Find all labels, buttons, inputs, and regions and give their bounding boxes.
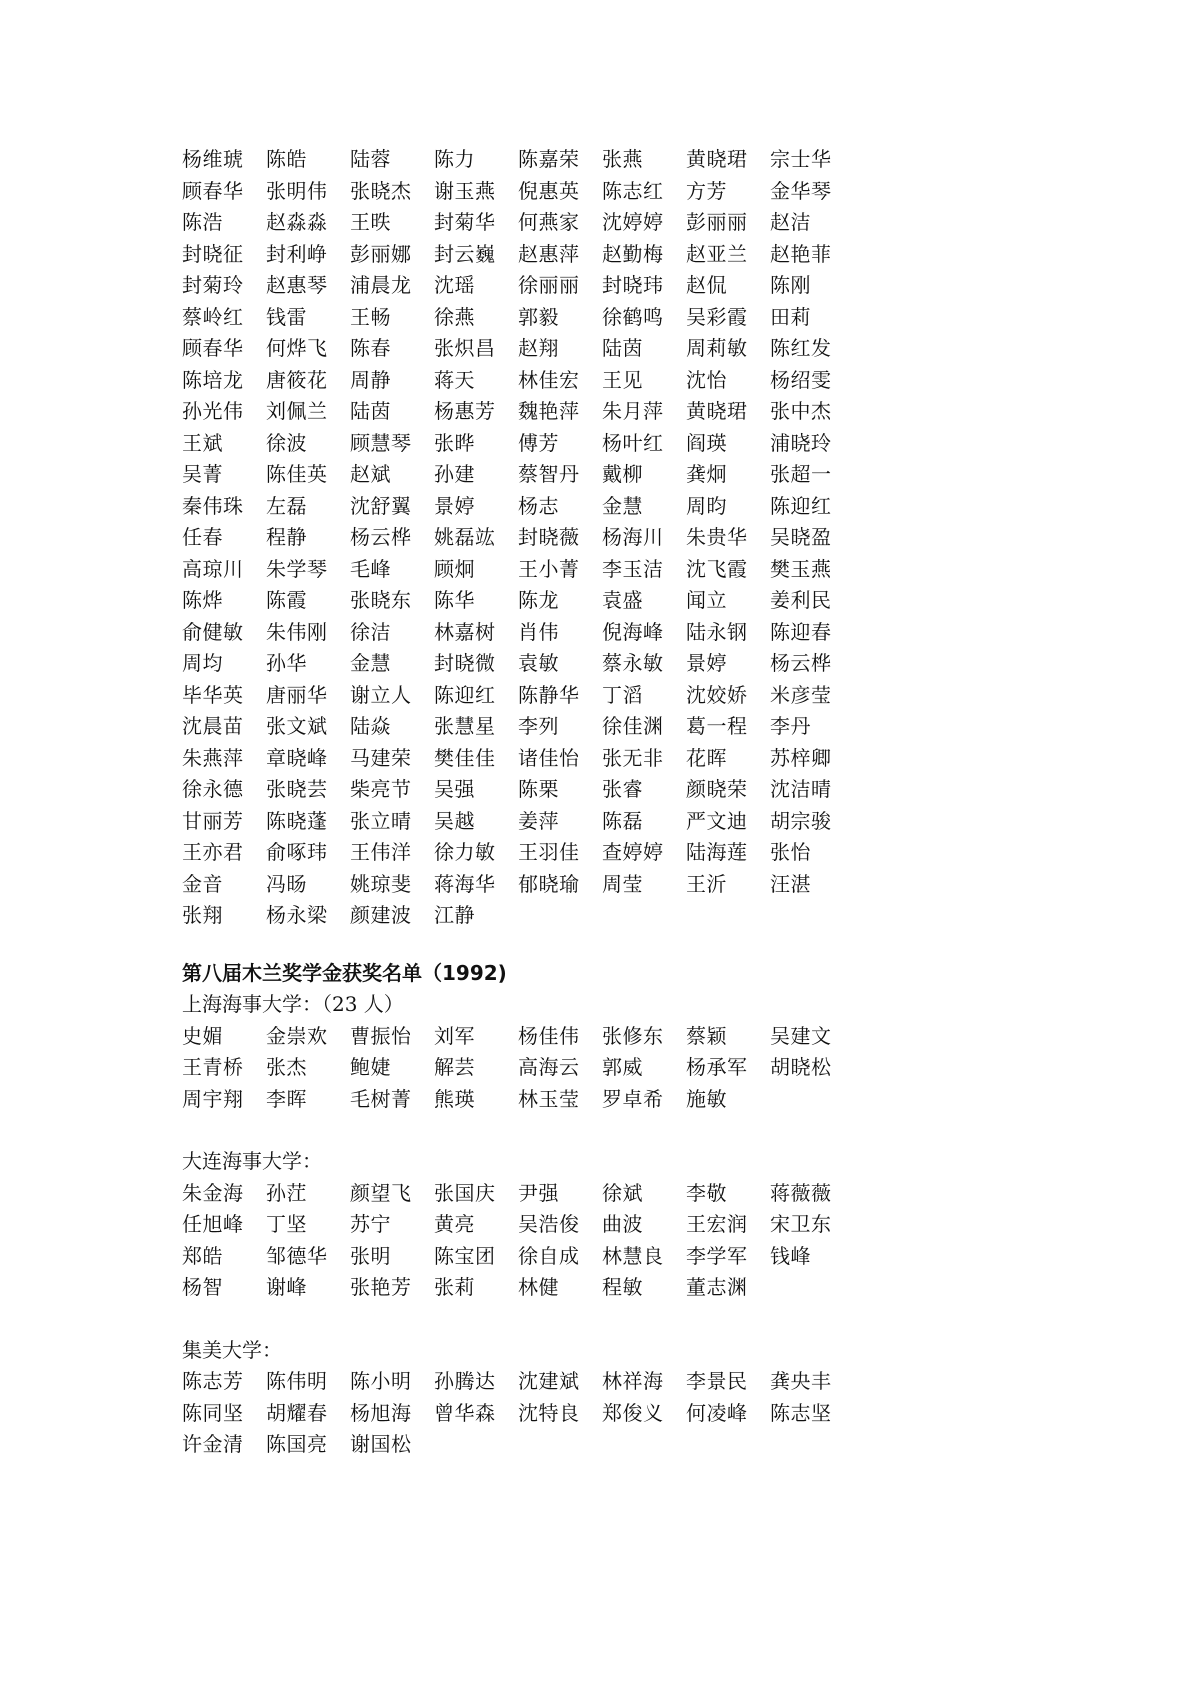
name-entry: 朱燕萍 — [182, 745, 244, 770]
name-entry: 沈婷婷 — [602, 210, 664, 234]
name-entry: 封云巍 — [434, 241, 496, 266]
name-entry: 陈迎春 — [770, 619, 832, 644]
name-entry: 张晓东 — [350, 588, 412, 612]
name-entry: 任旭峰 — [182, 1212, 244, 1236]
name-entry: 冯旸 — [266, 871, 307, 896]
name-entry: 袁敏 — [518, 651, 559, 675]
name-entry: 陈霞 — [266, 588, 307, 612]
name-entry: 赵勤梅 — [602, 241, 664, 266]
name-entry: 徐丽丽 — [518, 273, 580, 297]
name-entry: 龚炯 — [686, 462, 727, 486]
name-entry: 王昳 — [350, 210, 391, 234]
name-entry: 陈迎红 — [434, 682, 496, 707]
name-entry: 陈佳英 — [266, 462, 328, 486]
name-entry: 米彦莹 — [770, 682, 832, 707]
section-title: 第八届木兰奖学金获奖名单（1992) — [182, 960, 507, 985]
name-entry: 蒋薇薇 — [770, 1180, 832, 1205]
name-entry: 黄晓珺 — [686, 399, 748, 423]
name-entry: 李玉洁 — [602, 556, 664, 581]
name-entry: 王伟洋 — [350, 840, 412, 864]
name-entry: 花晖 — [686, 745, 727, 770]
name-entry: 陈宝团 — [434, 1243, 496, 1268]
name-entry: 张晔 — [434, 430, 475, 455]
name-entry: 毛峰 — [350, 556, 391, 581]
name-entry: 沈姣娇 — [686, 682, 748, 707]
name-entry: 林慧良 — [602, 1243, 664, 1268]
name-entry: 蒋海华 — [434, 871, 496, 896]
name-entry: 汪湛 — [770, 871, 811, 896]
name-entry: 赵亚兰 — [686, 241, 748, 266]
name-entry: 谢立人 — [350, 682, 412, 707]
name-entry: 钱雷 — [266, 304, 307, 329]
name-entry: 吴彩霞 — [686, 304, 748, 329]
name-entry: 葛一程 — [686, 714, 748, 738]
name-entry: 朱学琴 — [266, 556, 328, 581]
name-entry: 张莉 — [434, 1275, 475, 1299]
name-entry: 马建荣 — [350, 745, 412, 770]
name-entry: 林祥海 — [602, 1369, 664, 1393]
name-entry: 陈嘉荣 — [518, 147, 580, 171]
name-entry: 查婷婷 — [602, 840, 664, 864]
name-entry: 吴强 — [434, 777, 475, 801]
name-entry: 沈飞霞 — [686, 556, 748, 581]
name-entry: 李晖 — [266, 1086, 307, 1111]
name-entry: 周均 — [182, 651, 223, 675]
name-entry: 王青桥 — [182, 1055, 244, 1079]
name-entry: 封晓玮 — [602, 273, 664, 297]
name-entry: 许金清 — [182, 1432, 244, 1456]
name-entry: 陈皓 — [266, 147, 307, 171]
name-entry: 王斌 — [182, 430, 223, 455]
name-entry: 毛树菁 — [350, 1086, 412, 1111]
name-entry: 陈晓蓬 — [266, 808, 328, 833]
name-entry: 李景民 — [686, 1369, 748, 1393]
name-entry: 顾春华 — [182, 336, 244, 360]
name-list-dalian — [182, 1178, 882, 1304]
name-entry: 高琼川 — [182, 556, 244, 581]
name-entry: 王畅 — [350, 304, 391, 329]
name-entry: 顾炯 — [434, 556, 475, 581]
name-entry: 颜建波 — [350, 903, 412, 927]
name-entry: 周静 — [350, 367, 391, 392]
name-entry: 朱贵华 — [686, 525, 748, 549]
name-entry: 张怡 — [770, 840, 811, 864]
name-entry: 张慧星 — [434, 714, 496, 738]
name-entry: 张杰 — [266, 1055, 307, 1079]
name-entry: 沈特良 — [518, 1400, 580, 1425]
name-entry: 姜利民 — [770, 588, 832, 612]
name-entry: 董志渊 — [686, 1275, 748, 1299]
name-entry: 赵侃 — [686, 273, 727, 297]
name-entry: 赵翔 — [518, 336, 559, 360]
name-entry: 苏梓卿 — [770, 745, 832, 770]
name-entry: 李学军 — [686, 1243, 748, 1268]
name-entry: 陈栗 — [518, 777, 559, 801]
name-entry: 吴浩俊 — [518, 1212, 580, 1236]
name-entry: 郭威 — [602, 1055, 643, 1079]
name-entry: 曲波 — [602, 1212, 643, 1236]
name-entry: 俞啄玮 — [266, 840, 328, 864]
name-entry: 蔡颖 — [686, 1023, 727, 1048]
school-heading-jimei: 集美大学： — [182, 1337, 282, 1362]
name-entry: 张修东 — [602, 1023, 664, 1048]
name-entry: 陈同坚 — [182, 1400, 244, 1425]
name-entry: 何烨飞 — [266, 336, 328, 360]
name-entry: 张立晴 — [350, 808, 412, 833]
name-entry: 徐斌 — [602, 1180, 643, 1205]
name-entry: 陆焱 — [350, 714, 391, 738]
name-entry: 封菊玲 — [182, 273, 244, 297]
name-entry: 陈志芳 — [182, 1369, 244, 1393]
name-entry: 孙茳 — [266, 1180, 307, 1205]
name-entry: 金华琴 — [770, 178, 832, 203]
name-entry: 陈国亮 — [266, 1432, 328, 1456]
name-entry: 蔡永敏 — [602, 651, 664, 675]
name-entry: 樊玉燕 — [770, 556, 832, 581]
name-entry: 戴柳 — [602, 462, 643, 486]
name-entry: 周宇翔 — [182, 1086, 244, 1111]
name-entry: 陈静华 — [518, 682, 580, 707]
name-entry: 阎瑛 — [686, 430, 727, 455]
name-entry: 孙华 — [266, 651, 307, 675]
name-entry: 张翔 — [182, 903, 223, 927]
name-entry: 鲍婕 — [350, 1055, 391, 1079]
name-entry: 张超一 — [770, 462, 832, 486]
name-entry: 徐鹤鸣 — [602, 304, 664, 329]
name-entry: 曹振怡 — [350, 1023, 412, 1048]
name-entry: 郭毅 — [518, 304, 559, 329]
name-entry: 袁盛 — [602, 588, 643, 612]
name-entry: 闻立 — [686, 588, 727, 612]
name-entry: 黄晓珺 — [686, 147, 748, 171]
name-entry: 蒋天 — [434, 367, 475, 392]
name-entry: 甘丽芳 — [182, 808, 244, 833]
name-entry: 杨云桦 — [350, 525, 412, 549]
name-entry: 江静 — [434, 903, 475, 927]
name-entry: 杨绍雯 — [770, 367, 832, 392]
name-entry: 刘佩兰 — [266, 399, 328, 423]
name-entry: 张国庆 — [434, 1180, 496, 1205]
name-entry: 刘军 — [434, 1023, 475, 1048]
name-entry: 姜萍 — [518, 808, 559, 833]
name-entry: 徐自成 — [518, 1243, 580, 1268]
name-entry: 倪惠英 — [518, 178, 580, 203]
name-entry: 林健 — [518, 1275, 559, 1299]
name-entry: 郑俊义 — [602, 1400, 664, 1425]
name-entry: 沈建斌 — [518, 1369, 580, 1393]
name-entry: 章晓峰 — [266, 745, 328, 770]
name-entry: 杨佳伟 — [518, 1023, 580, 1048]
name-entry: 孙腾达 — [434, 1369, 496, 1393]
name-entry: 谢玉燕 — [434, 178, 496, 203]
document-page — [182, 144, 882, 1461]
name-entry: 封晓微 — [434, 651, 496, 675]
name-entry: 陈华 — [434, 588, 475, 612]
name-entry: 浦晓玲 — [770, 430, 832, 455]
name-entry: 彭丽娜 — [350, 241, 412, 266]
name-entry: 林玉莹 — [518, 1086, 580, 1111]
name-entry: 陆茵 — [602, 336, 643, 360]
name-entry: 沈洁晴 — [770, 777, 832, 801]
name-entry: 沈怡 — [686, 367, 727, 392]
name-entry: 胡晓松 — [770, 1055, 832, 1079]
name-entry: 李敬 — [686, 1180, 727, 1205]
name-entry: 罗卓希 — [602, 1086, 664, 1111]
name-entry: 郑皓 — [182, 1243, 223, 1268]
name-entry: 周莉敏 — [686, 336, 748, 360]
name-entry: 张文斌 — [266, 714, 328, 738]
name-entry: 沈瑶 — [434, 273, 475, 297]
name-entry: 蔡智丹 — [518, 462, 580, 486]
name-entry: 杨维琥 — [182, 147, 244, 171]
name-entry: 张艳芳 — [350, 1275, 412, 1299]
name-entry: 王小菁 — [518, 556, 580, 581]
name-entry: 倪海峰 — [602, 619, 664, 644]
name-entry: 徐洁 — [350, 619, 391, 644]
name-entry: 樊佳佳 — [434, 745, 496, 770]
name-entry: 左磊 — [266, 493, 307, 518]
name-entry: 陈刚 — [770, 273, 811, 297]
name-entry: 吴晓盈 — [770, 525, 832, 549]
name-entry: 杨智 — [182, 1275, 223, 1299]
name-entry: 金音 — [182, 871, 223, 896]
name-entry: 赵淼淼 — [266, 210, 328, 234]
name-entry: 杨叶红 — [602, 430, 664, 455]
name-entry: 徐燕 — [434, 304, 475, 329]
name-entry: 孙建 — [434, 462, 475, 486]
name-entry: 浦晨龙 — [350, 273, 412, 297]
name-entry: 陆蓉 — [350, 147, 391, 171]
name-entry: 吴建文 — [770, 1023, 832, 1048]
name-entry: 赵洁 — [770, 210, 811, 234]
name-entry: 杨旭海 — [350, 1400, 412, 1425]
name-entry: 杨惠芳 — [434, 399, 496, 423]
name-entry: 傅芳 — [518, 430, 559, 455]
name-entry: 朱月萍 — [602, 399, 664, 423]
name-entry: 陈红发 — [770, 336, 832, 360]
name-entry: 颜晓荣 — [686, 777, 748, 801]
name-entry: 赵惠萍 — [518, 241, 580, 266]
name-entry: 柴亮节 — [350, 777, 412, 801]
name-entry: 周昀 — [686, 493, 727, 518]
name-entry: 高海云 — [518, 1055, 580, 1079]
name-entry: 金慧 — [350, 651, 391, 675]
name-list-jimei — [182, 1366, 882, 1461]
name-entry: 徐永德 — [182, 777, 244, 801]
name-entry: 陈浩 — [182, 210, 223, 234]
name-entry: 蔡岭红 — [182, 304, 244, 329]
school-heading-shanghai: 上海海事大学：（23 人） — [182, 992, 404, 1016]
name-entry: 陈迎红 — [770, 493, 832, 518]
school-heading-dalian: 大连海事大学： — [182, 1149, 322, 1173]
name-entry: 陈培龙 — [182, 367, 244, 392]
name-entry: 尹强 — [518, 1180, 559, 1205]
name-entry: 姚琼斐 — [350, 871, 412, 896]
name-entry: 谢国松 — [350, 1432, 412, 1456]
name-entry: 景婷 — [434, 493, 475, 518]
name-entry: 邹德华 — [266, 1243, 328, 1268]
name-entry: 张无非 — [602, 745, 664, 770]
name-entry: 顾春华 — [182, 178, 244, 203]
name-entry: 封利峥 — [266, 241, 328, 266]
name-entry: 熊瑛 — [434, 1086, 475, 1111]
name-entry: 陈志红 — [602, 178, 664, 203]
name-entry: 赵斌 — [350, 462, 391, 486]
name-entry: 胡耀春 — [266, 1400, 328, 1425]
name-entry: 陈小明 — [350, 1369, 412, 1393]
name-entry: 解芸 — [434, 1055, 475, 1079]
name-entry: 封晓薇 — [518, 525, 580, 549]
name-entry: 杨海川 — [602, 525, 664, 549]
name-entry: 杨承军 — [686, 1055, 748, 1079]
name-entry: 陈春 — [350, 336, 391, 360]
name-entry: 黄亮 — [434, 1212, 475, 1236]
name-entry: 张炽昌 — [434, 336, 496, 360]
name-entry: 何燕家 — [518, 210, 580, 234]
name-entry: 朱金海 — [182, 1180, 244, 1205]
name-entry: 张燕 — [602, 147, 643, 171]
name-entry: 张晓杰 — [350, 178, 412, 203]
name-entry: 林佳宏 — [518, 367, 580, 392]
name-entry: 肖伟 — [518, 619, 559, 644]
name-entry: 陈志坚 — [770, 1400, 832, 1425]
name-entry: 景婷 — [686, 651, 727, 675]
name-entry: 何凌峰 — [686, 1400, 748, 1425]
name-entry: 苏宁 — [350, 1212, 391, 1236]
name-entry: 张明 — [350, 1243, 391, 1268]
name-entry: 陆永钢 — [686, 619, 748, 644]
name-entry: 宋卫东 — [770, 1212, 832, 1236]
name-entry: 程静 — [266, 525, 307, 549]
name-entry: 徐力敏 — [434, 840, 496, 864]
name-list-continued — [182, 144, 882, 932]
name-entry: 胡宗骏 — [770, 808, 832, 833]
name-entry: 沈晨苗 — [182, 714, 244, 738]
name-entry: 宗士华 — [770, 147, 832, 171]
name-entry: 严文迪 — [686, 808, 748, 833]
name-entry: 张睿 — [602, 777, 643, 801]
name-entry: 杨云桦 — [770, 651, 832, 675]
name-entry: 周莹 — [602, 871, 643, 896]
name-entry: 徐佳渊 — [602, 714, 664, 738]
name-entry: 顾慧琴 — [350, 430, 412, 455]
name-entry: 郁晓瑜 — [518, 871, 580, 896]
name-entry: 姚磊竑 — [434, 525, 496, 549]
name-entry: 封晓征 — [182, 241, 244, 266]
name-entry: 金慧 — [602, 493, 643, 518]
name-entry: 杨永梁 — [266, 903, 328, 927]
name-entry: 谢峰 — [266, 1275, 307, 1299]
name-entry: 王亦君 — [182, 840, 244, 864]
name-entry: 颜望飞 — [350, 1180, 412, 1205]
name-entry: 吴越 — [434, 808, 475, 833]
name-entry: 陈力 — [434, 147, 475, 171]
name-entry: 陈磊 — [602, 808, 643, 833]
name-entry: 唐筱花 — [266, 367, 328, 392]
name-entry: 彭丽丽 — [686, 210, 748, 234]
name-entry: 沈舒翼 — [350, 493, 412, 518]
name-entry: 金崇欢 — [266, 1023, 328, 1048]
name-entry: 赵艳菲 — [770, 241, 832, 266]
name-entry: 秦伟珠 — [182, 493, 244, 518]
name-entry: 王宏润 — [686, 1212, 748, 1236]
name-entry: 孙光伟 — [182, 399, 244, 423]
name-entry: 丁滔 — [602, 682, 643, 707]
name-entry: 张明伟 — [266, 178, 328, 203]
name-entry: 陈龙 — [518, 588, 559, 612]
name-entry: 程敏 — [602, 1275, 643, 1299]
name-entry: 钱峰 — [770, 1243, 811, 1268]
name-entry: 杨志 — [518, 493, 559, 518]
name-entry: 封菊华 — [434, 210, 496, 234]
name-entry: 徐波 — [266, 430, 307, 455]
name-entry: 王羽佳 — [518, 840, 580, 864]
name-entry: 丁坚 — [266, 1212, 307, 1236]
name-entry: 王见 — [602, 367, 643, 392]
name-entry: 任春 — [182, 525, 223, 549]
name-entry: 张中杰 — [770, 399, 832, 423]
name-entry: 龚央丰 — [770, 1369, 832, 1393]
name-entry: 林嘉树 — [434, 619, 496, 644]
name-entry: 朱伟刚 — [266, 619, 328, 644]
name-entry: 陆海莲 — [686, 840, 748, 864]
name-entry: 曾华森 — [434, 1400, 496, 1425]
name-entry: 田莉 — [770, 304, 811, 329]
name-entry: 吴菁 — [182, 462, 223, 486]
name-entry: 陈烨 — [182, 588, 223, 612]
name-entry: 施敏 — [686, 1086, 727, 1111]
name-entry: 俞健敏 — [182, 619, 244, 644]
name-list-shanghai — [182, 1021, 882, 1116]
name-entry: 唐丽华 — [266, 682, 328, 707]
name-entry: 赵惠琴 — [266, 273, 328, 297]
name-entry: 诸佳怡 — [518, 745, 580, 770]
name-entry: 魏艳萍 — [518, 399, 580, 423]
name-entry: 陆茵 — [350, 399, 391, 423]
name-entry: 李丹 — [770, 714, 811, 738]
name-entry: 王沂 — [686, 871, 727, 896]
name-entry: 方芳 — [686, 178, 727, 203]
name-entry: 张晓芸 — [266, 777, 328, 801]
name-entry: 毕华英 — [182, 682, 244, 707]
name-entry: 陈伟明 — [266, 1369, 328, 1393]
name-entry: 史媚 — [182, 1023, 223, 1048]
name-entry: 李列 — [518, 714, 559, 738]
